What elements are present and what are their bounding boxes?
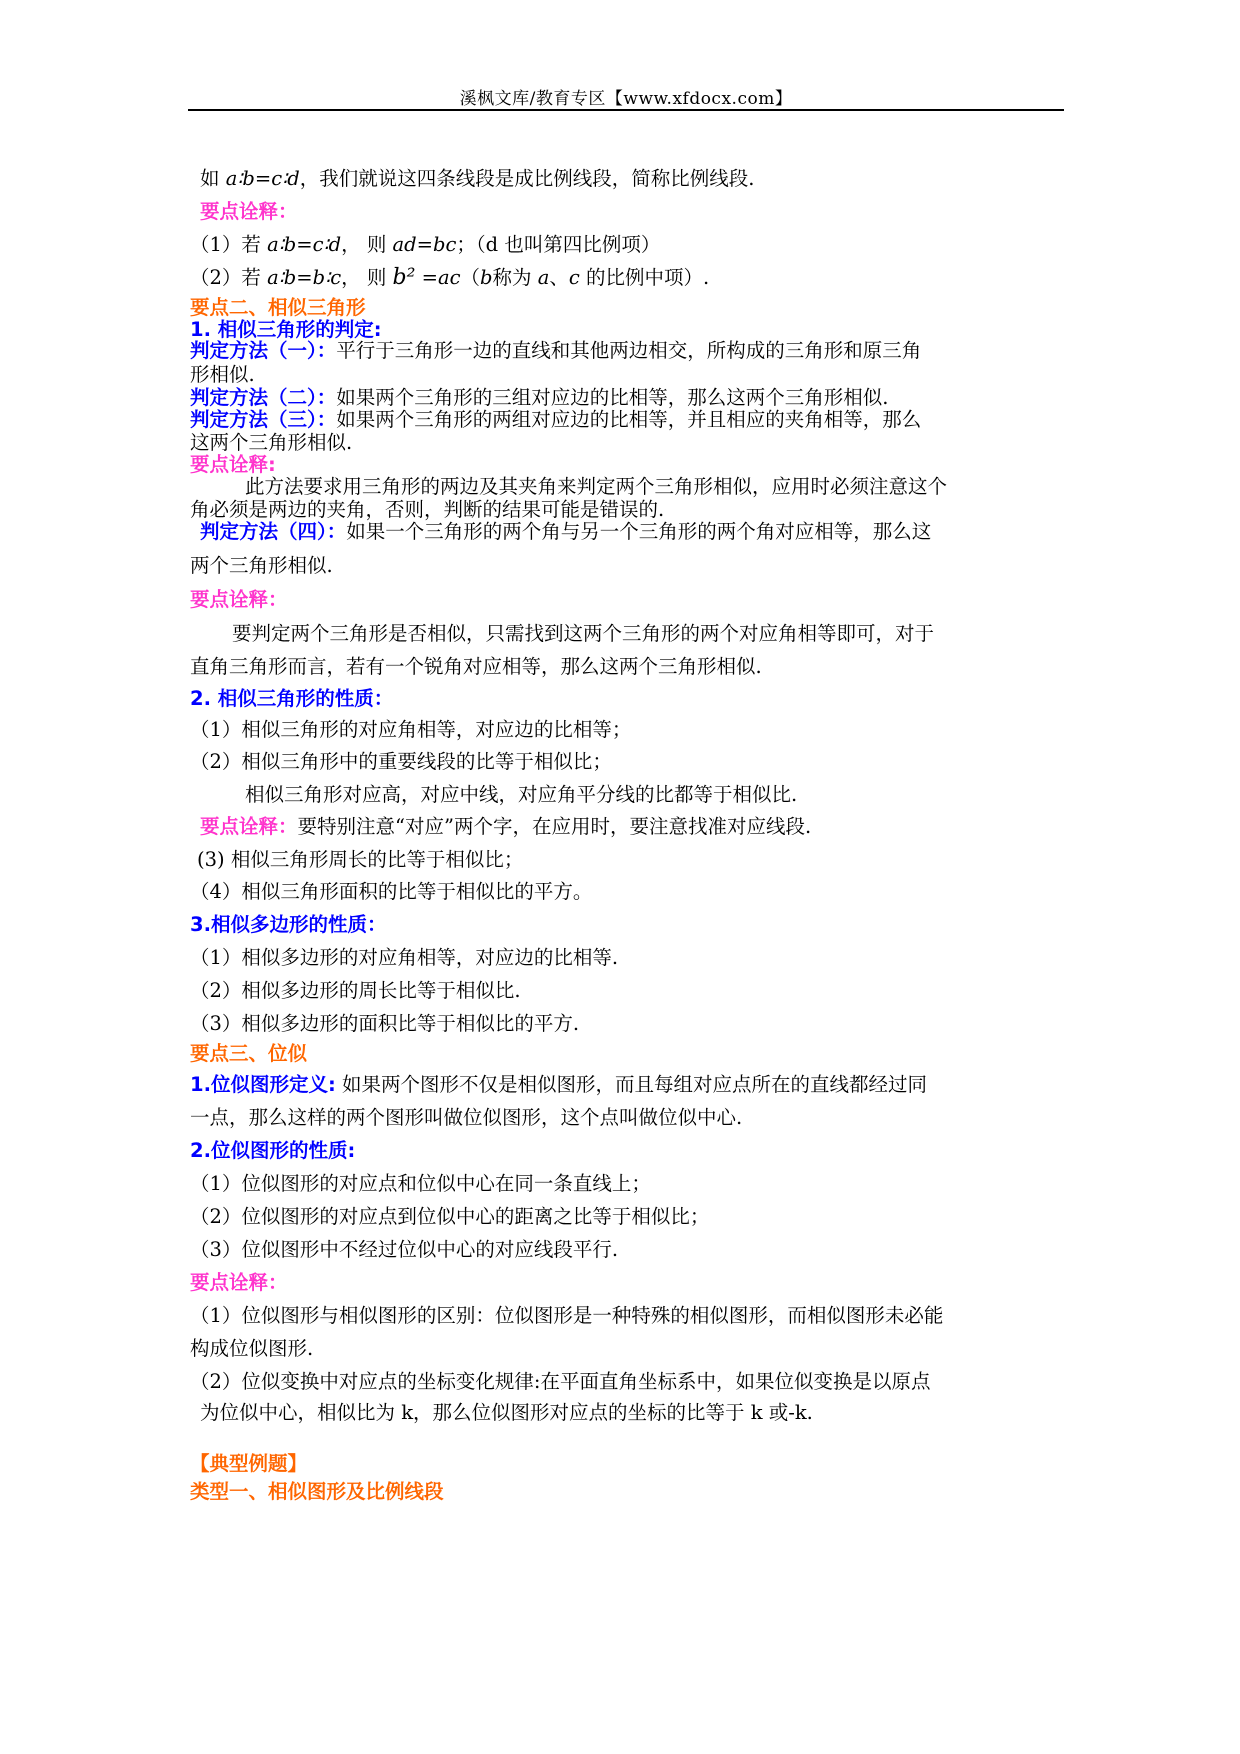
section-2-sub-1: 1. 相似三角形的判定: — [190, 318, 382, 341]
homothety-property-2: （2）位似图形的对应点到位似中心的距离之比等于相似比； — [190, 1205, 710, 1228]
method-3-note-label: 要点诠释: — [190, 453, 276, 476]
section-2-sub-3: 3.相似多边形的性质： — [190, 913, 387, 936]
property-4: （4）相似三角形面积的比等于相似比的平方。 — [190, 880, 593, 903]
property-1: （1）相似三角形的对应角相等，对应边的比相等； — [190, 718, 632, 741]
property-2-detail: 相似三角形对应高，对应中线，对应角平分线的比都等于相似比. — [245, 783, 798, 806]
proportion-note-label: 要点诠释： — [200, 200, 298, 223]
method-4-note-cont: 直角三角形而言，若有一个锐角对应相等，那么这两个三角形相似. — [190, 655, 762, 678]
polygon-property-2: （2）相似多边形的周长比等于相似比. — [190, 979, 521, 1002]
homothety-note-2-cont: 为位似中心，相似比为 k，那么位似图形对应点的坐标的比等于 k 或-k. — [200, 1401, 813, 1424]
method-1-cont: 形相似. — [190, 363, 255, 386]
polygon-property-1: （1）相似多边形的对应角相等，对应边的比相等. — [190, 946, 619, 969]
method-3-cont: 这两个三角形相似. — [190, 431, 353, 454]
method-3: 判定方法（三）：如果两个三角形的两组对应边的比相等，并且相应的夹角相等，那么 — [190, 408, 922, 431]
method-1: 判定方法（一）：平行于三角形一边的直线和其他两边相交，所构成的三角形和原三角 — [190, 339, 922, 362]
homothety-note-1: （1）位似图形与相似图形的区别：位似图形是一种特殊的相似图形，而相似图形未必能 — [190, 1304, 944, 1327]
property-2: （2）相似三角形中的重要线段的比等于相似比； — [190, 750, 612, 773]
homothety-note-label: 要点诠释： — [190, 1271, 288, 1294]
section-3-title: 要点三、位似 — [190, 1042, 308, 1065]
page-header: 溪枫文库/教育专区【www.xfdocx.com】 — [459, 89, 793, 109]
method-2: 判定方法（二）：如果两个三角形的三组对应边的比相等，那么这两个三角形相似. — [190, 386, 889, 409]
method-3-note: 此方法要求用三角形的两边及其夹角来判定两个三角形相似，应用时必须注意这个 — [245, 475, 948, 498]
polygon-property-3: （3）相似多边形的面积比等于相似比的平方. — [190, 1012, 580, 1035]
property-3: (3) 相似三角形周长的比等于相似比； — [197, 848, 524, 871]
homothety-note-2: （2）位似变换中对应点的坐标变化规律:在平面直角坐标系中，如果位似变换是以原点 — [190, 1370, 931, 1393]
proportion-item-1: （1）若 a∶b=c∶d， 则 ad=bc；（d 也叫第四比例项） — [190, 233, 661, 256]
header-rule — [188, 109, 1064, 111]
homothety-definition-cont: 一点，那么这样的两个图形叫做位似图形，这个点叫做位似中心. — [190, 1106, 743, 1129]
method-4-note-label: 要点诠释： — [190, 588, 288, 611]
homothety-property-3: （3）位似图形中不经过位似中心的对应线段平行. — [190, 1238, 619, 1261]
section-2-sub-2: 2. 相似三角形的性质： — [190, 687, 394, 710]
property-note: 要点诠释：要特别注意“对应”两个字，在应用时，要注意找准对应线段. — [200, 815, 812, 838]
proportion-item-2: （2）若 a∶b=b∶c， 则 b² =ac（b称为 a、c 的比例中项）. — [190, 265, 710, 290]
method-4: 判定方法（四）：如果一个三角形的两个角与另一个三角形的两个角对应相等，那么这 — [200, 520, 932, 543]
section-2-title: 要点二、相似三角形 — [190, 296, 366, 319]
examples-title: 【典型例题】 — [190, 1452, 308, 1475]
homothety-note-1-cont: 构成位似图形. — [190, 1337, 314, 1360]
homothety-definition: 1.位似图形定义: 如果两个图形不仅是相似图形，而且每组对应点所在的直线都经过同 — [190, 1073, 927, 1096]
method-4-cont: 两个三角形相似. — [190, 554, 333, 577]
proportion-intro: 如 a∶b=c∶d，我们就说这四条线段是成比例线段，简称比例线段. — [200, 167, 755, 190]
homothety-property-label: 2.位似图形的性质: — [190, 1139, 356, 1162]
method-3-note-cont: 角必须是两边的夹角，否则，判断的结果可能是错误的. — [190, 498, 665, 521]
homothety-property-1: （1）位似图形的对应点和位似中心在同一条直线上； — [190, 1172, 651, 1195]
example-type-1: 类型一、相似图形及比例线段 — [190, 1480, 444, 1503]
method-4-note: 要判定两个三角形是否相似，只需找到这两个三角形的两个对应角相等即可，对于 — [232, 622, 935, 645]
